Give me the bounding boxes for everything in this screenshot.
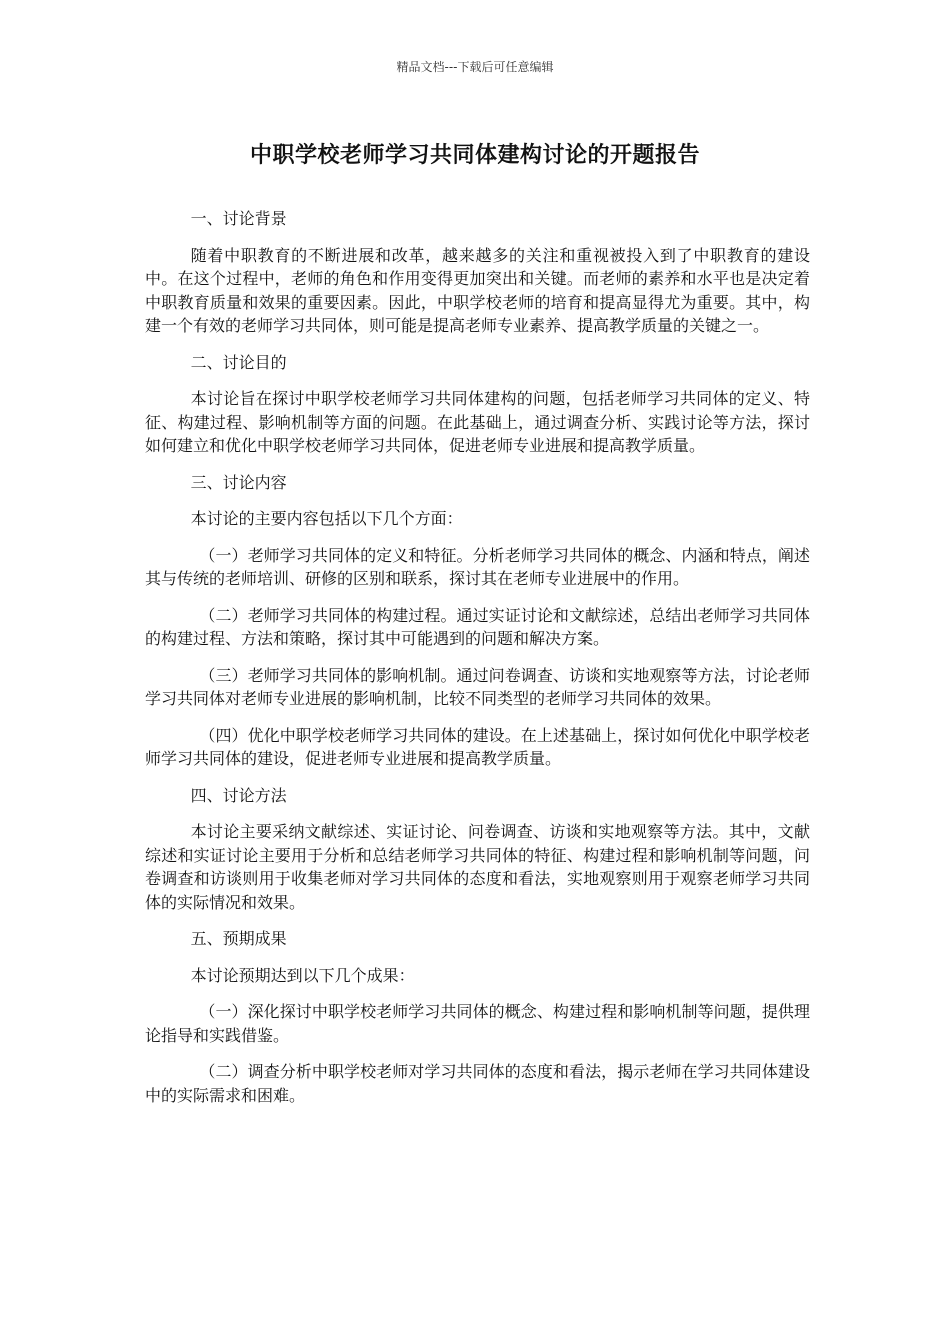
paragraph-outcomes-intro: 本讨论预期达到以下几个成果： [190, 965, 415, 985]
paragraph-method: 本讨论主要采纳文献综述、实证讨论、问卷调查、访谈和实地观察等方法。其中，文献综述和实证讨论主要用于分析和总结老师学习共同体的特征、构建过程和影响机制等问题，问卷调查和访谈则用于收集老师对学习共同体的态度和看法，实地观察则用于观察老师学习共同体的实际情况和效果。 [145, 822, 810, 912]
outcome-item-1: （一）深化探讨中职学校老师学习共同体的概念、构建过程和影响机制等问题，提供理论指导和实践借鉴。 [145, 1002, 810, 1045]
content-item-3: （三）老师学习共同体的影响机制。通过问卷调查、访谈和实地观察等方法，讨论老师学习共同体对老师专业进展的影响机制，比较不同类型的老师学习共同体的效果。 [145, 665, 810, 708]
content-item-2: （二）老师学习共同体的构建过程。通过实证讨论和文献综述，总结出老师学习共同体的构建过程、方法和策略，探讨其中可能遇到的问题和解决方案。 [145, 605, 810, 648]
paragraph-background: 随着中职教育的不断进展和改革，越来越多的关注和重视被投入到了中职教育的建设中。在这个过程中，老师的角色和作用变得更加突出和关键。而老师的素养和水平也是决定着中职教育质量和效果的重要因素。因此，中职学校老师的培育和提高显得尤为重要。其中，构建一个有效的老师学习共同体，则可能是提高老师专业素养、提高教学质量的关键之一。 [145, 245, 810, 335]
header-note: 精品文档---下载后可任意编辑 [396, 60, 554, 74]
section-heading-method: 四、讨论方法 [190, 785, 287, 805]
document-body [145, 207, 810, 1120]
content-item-1: （一）老师学习共同体的定义和特征。分析老师学习共同体的概念、内涵和特点，阐述其与传统的老师培训、研修的区别和联系，探讨其在老师专业进展中的作用。 [145, 545, 810, 588]
section-heading-background: 一、讨论背景 [190, 209, 287, 228]
document-title: 中职学校老师学习共同体建构讨论的开题报告 [249, 143, 700, 168]
content-item-4: （四）优化中职学校老师学习共同体的建设。在上述基础上，探讨如何优化中职学校老师学习共同体的建设，促进老师专业进展和提高教学质量。 [145, 725, 810, 768]
section-heading-purpose: 二、讨论目的 [190, 352, 287, 372]
section-heading-outcomes: 五、预期成果 [190, 929, 287, 948]
outcome-item-2: （二）调查分析中职学校老师对学习共同体的态度和看法，揭示老师在学习共同体建设中的实际需求和困难。 [145, 1062, 810, 1105]
paragraph-purpose: 本讨论旨在探讨中职学校老师学习共同体建构的问题，包括老师学习共同体的定义、特征、构建过程、影响机制等方面的问题。在此基础上，通过调查分析、实践讨论等方法，探讨如何建立和优化中职学校老师学习共同体，促进老师专业进展和提高教学质量。 [145, 389, 810, 455]
paragraph-content-intro: 本讨论的主要内容包括以下几个方面： [190, 509, 463, 528]
section-heading-content: 三、讨论内容 [190, 472, 287, 492]
